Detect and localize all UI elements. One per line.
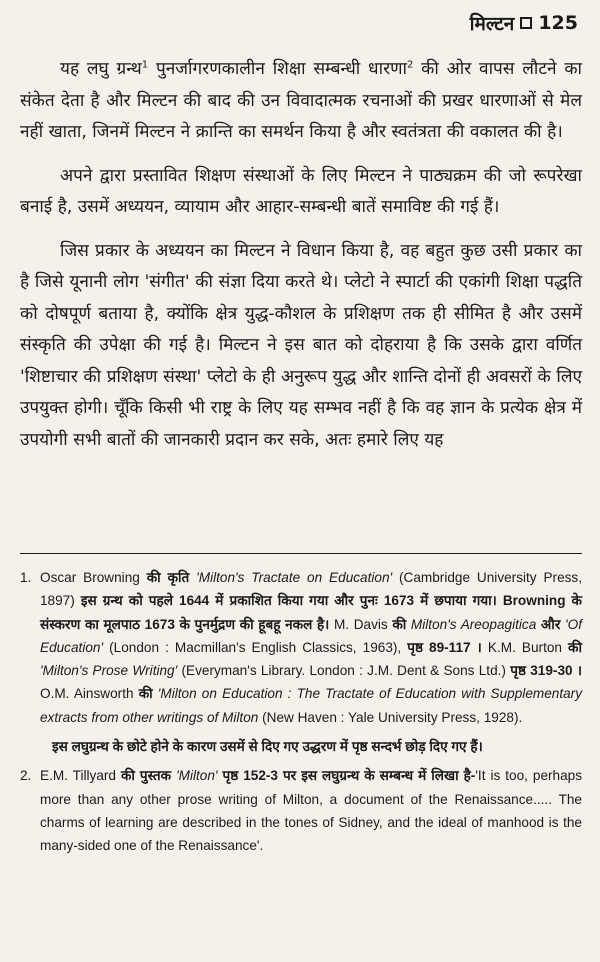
running-title: मिल्टन <box>469 13 515 35</box>
footnote-2 <box>20 764 582 857</box>
footnotes <box>20 566 582 858</box>
fn2-s5: 'It is too, perhaps more than any other prose writing of Milton, a document of the Renaissance..... The charms of learning are described in the tones of Sidney, and the ideal of manhood is the many-sided one of the Renaissance'. <box>40 768 583 854</box>
footnote-body <box>40 566 582 729</box>
fn2-s2: की पुस्तक <box>120 768 172 784</box>
fn1-s19: की <box>138 686 153 702</box>
footnote-1-note: इस लघुग्रन्थ के छोटे होने के कारण उसमें से दिए गए उद्धरण में पृष्ठ सन्दर्भ छोड़ दिए गए हैं। <box>52 739 483 755</box>
fn1-s18: O.M. Ainsworth <box>40 686 139 702</box>
main-text <box>20 54 582 456</box>
fn1-s13: K.M. Burton <box>481 639 569 655</box>
fn1-s5: इस ग्रन्थ को पहले 1644 में प्रकाशित किया गया और पुनः 1673 में छपाया गया। Browning के संस्करण का मूलपाठ 1673 के पुनर्मुद्रण की हूबहू नकल है। <box>40 593 582 632</box>
footnote-ref-1: 1 <box>141 59 149 71</box>
p1-text-b: पुनर्जागरणकालीन शिक्षा सम्बन्धी धारणा <box>148 59 407 79</box>
fn1-s16: (Everyman's Library. London : J.M. Dent & Sons Ltd.) <box>177 663 511 679</box>
fn1-s12: पृष्ठ 89-117 । <box>407 639 482 655</box>
fn1-s9: और <box>536 616 566 632</box>
fn1-s6: M. Davis <box>329 616 393 632</box>
footnote-1 <box>20 566 582 729</box>
footnote-rule <box>20 553 582 554</box>
footnote-number: 1. <box>20 570 32 585</box>
fn1-s21: (New Haven : Yale University Press, 1928). <box>258 709 523 725</box>
fn2-s3: 'Milton' <box>171 768 218 784</box>
paragraph-1 <box>20 54 582 149</box>
fn1-s17: पृष्ठ 319-30 । <box>510 663 583 679</box>
paragraph-3: जिस प्रकार के अध्ययन का मिल्टन ने विधान किया है, वह बहुत कुछ उसी प्रकार का है जिसे यूनानी लोग 'संगीत' की संज्ञा दिया करते थे। प्लेटो ने स्पार्टा की एकांगी शिक्षा पद्धति को दोषपूर्ण बताया है, क्योंकि क्षेत्र युद्ध-कौशल के प्रशिक्षण तक ही सीमित है और उसमें संस्कृति की उपेक्षा की गई है। मिल्टन ने इस बात को दोहराया है कि उसके द्वारा वर्णित 'शिष्टाचार की प्रशिक्षण संस्था' प्लेटो के ही अनुरूप युद्ध और शान्ति दोनों ही अवसरों के लिए उपयुक्त होगी। चूँकि किसी भी राष्ट्र के लिए यह सम्भव नहीं है कि वह ज्ञान के प्रत्येक क्षेत्र में उपयोगी सभी बातों की जानकारी प्रदान कर सके, अतः हमारे लिए यह <box>20 240 582 450</box>
fn1-s20: 'Milton on Education : The Tractate of Education with Supplementary extracts from other writings of Milton <box>40 686 582 725</box>
footnote-number: 2. <box>20 768 32 784</box>
header-box-glyph <box>520 17 532 29</box>
fn2-s4: पृष्ठ 152-3 पर इस लघुग्रन्थ के सम्बन्ध में लिखा है- <box>217 768 476 784</box>
fn1-s14: की <box>568 639 582 655</box>
page-number: 125 <box>538 12 578 34</box>
fn1-s10: 'Of Education' <box>40 616 582 655</box>
fn1-s11: (London : Macmillan's English Classics, 1963), <box>103 639 408 655</box>
footnote-ref-2: 2 <box>406 59 414 71</box>
fn1-s3: 'Milton's Tractate on Education' <box>196 570 393 585</box>
paragraph-2: अपने द्वारा प्रस्तावित शिक्षण संस्थाओं के लिए मिल्टन ने पाठ्यक्रम की जो रूपरेखा बनाई है, उसमें अध्ययन, व्यायाम और आहार-सम्बन्धी बातें समाविष्ट की गई हैं। <box>20 165 582 217</box>
p1-text-a: यह लघु ग्रन्थ <box>60 59 142 79</box>
fn1-s4: (Cambridge University Press, 1897) <box>40 570 583 609</box>
fn1-s7: की <box>392 616 407 632</box>
fn1-s15: 'Milton's Prose Writing' <box>40 663 178 679</box>
fn1-s1: Oscar Browning <box>40 570 140 585</box>
fn1-s8: Milton's Areopagitica <box>406 616 537 632</box>
p1-text-c: की ओर वापस लौटने का संकेत देता है और मिल्टन की बाद की उन विवादात्मक रचनाओं की प्रखर धारणाओं से मेल नहीं खाता, जिनमें मिल्टन ने क्रान्ति का समर्थन किया है और स्वतंत्रता की वकालत की है। <box>20 59 582 142</box>
fn1-s2: की कृति <box>139 570 197 585</box>
running-header <box>470 10 578 36</box>
fn2-s1: E.M. Tillyard <box>40 768 121 784</box>
footnote-body <box>40 764 582 857</box>
